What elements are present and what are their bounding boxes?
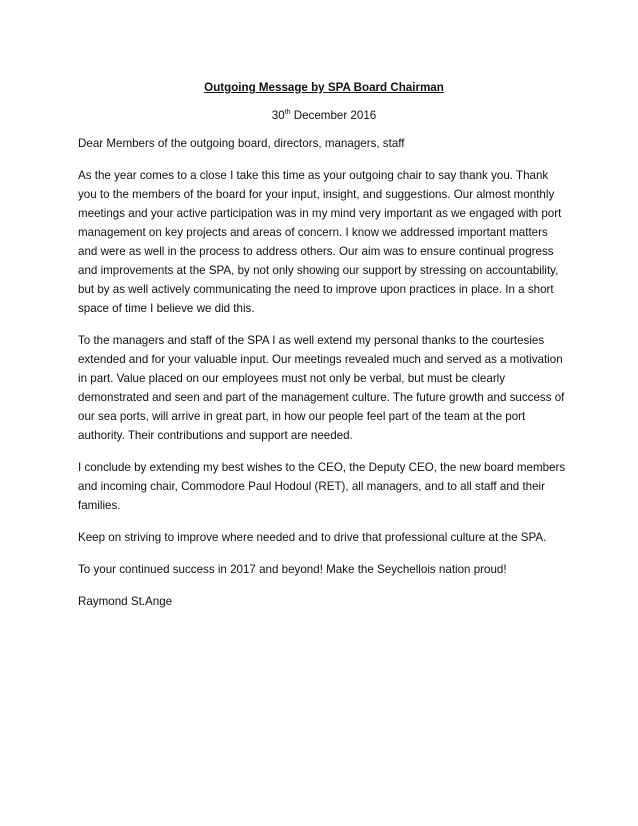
paragraph-3: I conclude by extending my best wishes to the CEO, the Deputy CEO, the new board members and incoming chair, Commodore Paul Hodoul (RET), all managers, and to all staff and their families. [78,461,566,512]
letter-title: Outgoing Message by SPA Board Chairman [204,81,444,94]
paragraph-4: Keep on striving to improve where needed and to drive that professional culture at the SPA. [78,531,547,544]
paragraph-2: To the managers and staff of the SPA I as well extend my personal thanks to the courtesies extended and for your valuable input. Our meetings revealed much and served as a motivation in part. Value placed on our employees must not only be verbal, but must be clearly demonstrated and seen and part of the management culture. The future growth and success of our sea ports, will arrive in great part, in how our people feel part of the team at the port authority. Their contributions and support are needed. [78,334,565,442]
date-rest: December 2016 [290,109,377,122]
signature: Raymond St.Ange [78,595,173,608]
paragraph-1: As the year comes to a close I take this time as your outgoing chair to say thank you. Thank you to the members of the board for your input, insight, and suggestions. Our almost monthly meetings and your active participation was in my mind very important as we engaged with port management on key projects and areas of concern. I know we addressed important matters and were as well in the process to address others. Our aim was to ensure continual progress and improvements at the SPA, by not only showing our support by stressing on accountability, but by as well actively communicating the need to improve upon practices in place. In a short space of time I believe we did this. [78,169,562,315]
date-suffix: th [284,109,291,117]
letter-body [78,78,570,624]
date-day: 30 [271,109,285,122]
salutation: Dear Members of the outgoing board, directors, managers, staff [78,137,405,150]
letter-date [78,106,570,125]
paragraph-5: To your continued success in 2017 and beyond! Make the Seychellois nation proud! [78,563,507,576]
